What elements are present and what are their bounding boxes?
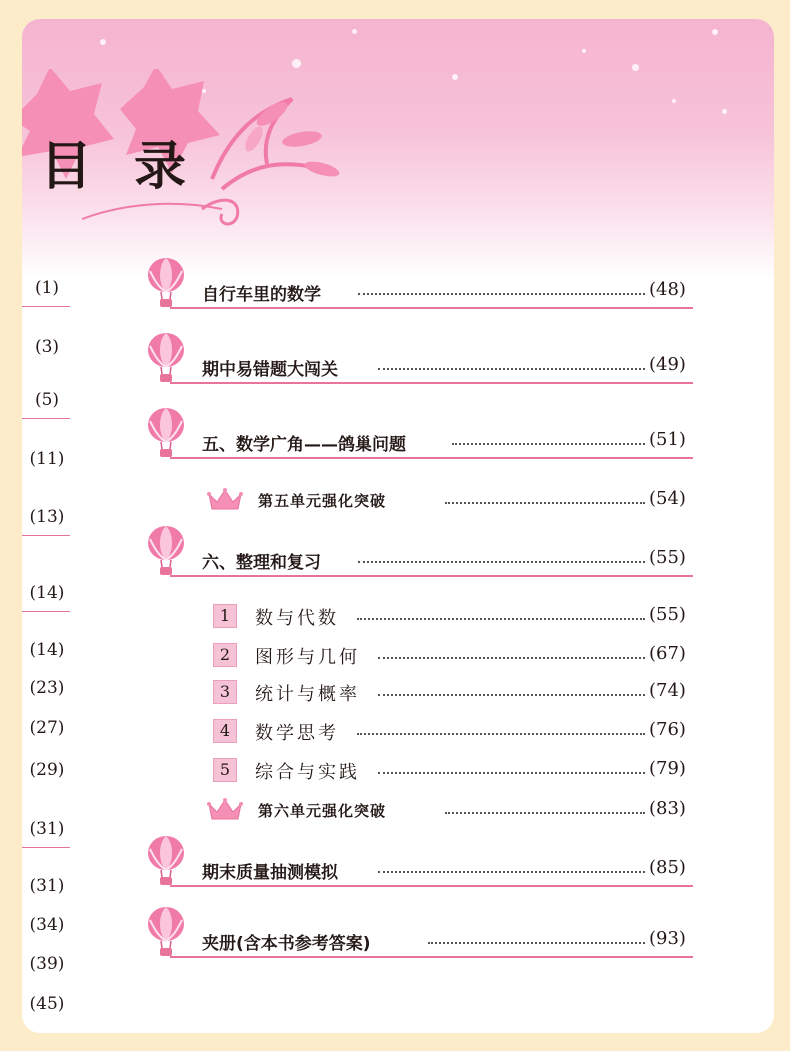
leader-dots — [378, 871, 645, 873]
section-page-number: (93) — [649, 928, 686, 949]
left-page-underline — [22, 418, 70, 419]
left-page-number: (31) — [29, 876, 65, 896]
left-page-number: (3) — [34, 337, 60, 357]
item-page-number: (74) — [649, 680, 686, 701]
title-char: 录 — [134, 137, 189, 197]
subsection-title[interactable]: 第六单元强化突破 — [258, 802, 387, 820]
left-page-underline — [22, 535, 70, 536]
section-underline — [170, 956, 693, 958]
item-number-box: 3 — [213, 680, 237, 704]
section-underline — [170, 885, 693, 887]
item-title[interactable]: 综合与实践 — [255, 762, 360, 783]
section-title[interactable]: 五、数学广角——鸽巢问题 — [202, 435, 406, 455]
item-number-box: 2 — [213, 643, 237, 667]
item-page-number: (55) — [649, 604, 686, 625]
title-char: 目 — [40, 137, 95, 197]
left-page-underline — [22, 847, 70, 848]
page-title — [40, 124, 188, 199]
crown-icon — [207, 798, 243, 826]
title-decoration — [22, 69, 352, 239]
left-page-number: (31) — [29, 819, 65, 839]
section-page-number: (85) — [649, 857, 686, 878]
leader-dots — [378, 694, 645, 696]
leader-dots — [445, 502, 645, 504]
item-number-box: 1 — [213, 604, 237, 628]
balloon-icon — [146, 257, 186, 313]
item-page-number: (79) — [649, 758, 686, 779]
section-underline — [170, 307, 693, 309]
balloon-icon — [146, 906, 186, 962]
left-page-number: (27) — [29, 718, 65, 738]
left-page-number: (14) — [29, 640, 65, 660]
toc-card — [22, 19, 774, 1033]
leader-dots — [358, 293, 645, 295]
section-underline — [170, 382, 693, 384]
left-page-underline — [22, 611, 70, 612]
leader-dots — [378, 368, 645, 370]
item-title[interactable]: 数与代数 — [255, 608, 339, 629]
balloon-icon — [146, 332, 186, 388]
left-page-underline — [22, 306, 70, 307]
left-page-number: (34) — [29, 915, 65, 935]
balloon-icon — [146, 835, 186, 891]
section-page-number: (51) — [649, 429, 686, 450]
leader-dots — [428, 942, 645, 944]
section-page-number: (48) — [649, 279, 686, 300]
section-title[interactable]: 期中易错题大闯关 — [202, 360, 338, 380]
item-number-box: 4 — [213, 719, 237, 743]
subsection-page-number: (54) — [649, 488, 686, 509]
left-page-number: (23) — [29, 678, 65, 698]
section-title[interactable]: 自行车里的数学 — [202, 285, 321, 305]
item-title[interactable]: 数学思考 — [255, 723, 339, 744]
section-underline — [170, 575, 693, 577]
left-page-number: (39) — [29, 954, 65, 974]
left-page-number: (13) — [29, 507, 65, 527]
item-page-number: (76) — [649, 719, 686, 740]
section-page-number: (55) — [649, 547, 686, 568]
leader-dots — [445, 812, 645, 814]
subsection-page-number: (83) — [649, 798, 686, 819]
leader-dots — [357, 733, 645, 735]
section-underline — [170, 457, 693, 459]
crown-icon — [207, 488, 243, 516]
balloon-icon — [146, 525, 186, 581]
item-title[interactable]: 图形与几何 — [255, 647, 360, 668]
leader-dots — [378, 657, 645, 659]
left-page-number: (14) — [29, 583, 65, 603]
subsection-title[interactable]: 第五单元强化突破 — [258, 492, 387, 510]
section-title[interactable]: 期末质量抽测模拟 — [202, 863, 338, 883]
left-page-number: (1) — [34, 278, 60, 298]
section-title[interactable]: 夹册(含本书参考答案) — [202, 934, 371, 954]
item-page-number: (67) — [649, 643, 686, 664]
leader-dots — [378, 772, 645, 774]
left-page-number: (45) — [29, 994, 65, 1014]
leader-dots — [452, 443, 645, 445]
left-page-number: (29) — [29, 760, 65, 780]
left-page-number: (11) — [29, 449, 65, 469]
section-page-number: (49) — [649, 354, 686, 375]
leader-dots — [358, 561, 645, 563]
balloon-icon — [146, 407, 186, 463]
item-number-box: 5 — [213, 758, 237, 782]
item-title[interactable]: 统计与概率 — [255, 684, 360, 705]
section-title[interactable]: 六、整理和复习 — [202, 553, 321, 573]
left-page-number: (5) — [34, 390, 60, 410]
leader-dots — [357, 618, 645, 620]
